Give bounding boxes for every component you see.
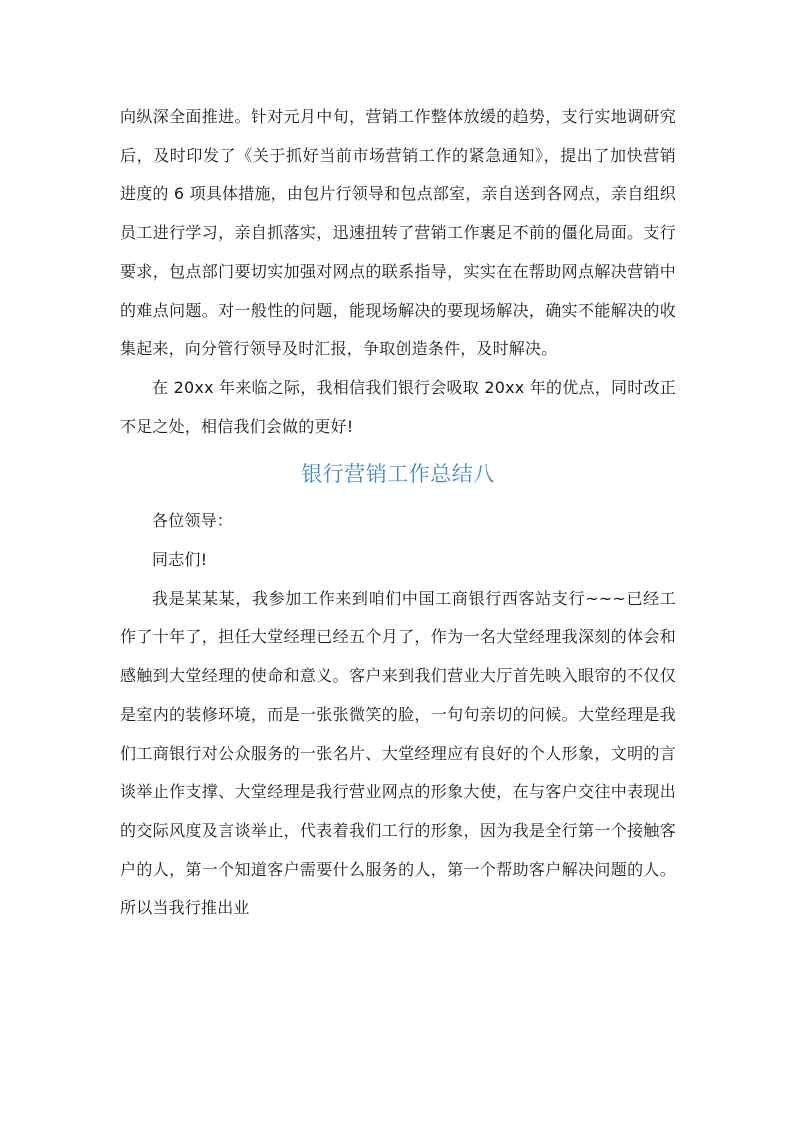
salutation-line: 同志们! [152,550,208,570]
document-content [120,98,676,928]
greeting-line: 各位领导： [152,511,234,531]
paragraph-closing: 在 20xx 年来临之际，我相信我们银行会吸取 20xx 年的优点，同时改正不足之处，相信我们会做的更好! [120,377,676,436]
body-paragraph: 我是某某某，我参加工作来到咱们中国工商银行西客站支行~~~已经工作了十年了，担任大堂经理已经五个月了，作为一名大堂经理我深刻的体会和感触到大堂经理的使命和意义。客户来到我们营业大厅首先映入眼帘的不仅仅是室内的装修环境，而是一张张微笑的脸，一句句亲切的问候。大堂经理是我们工商银行对公众服务的一张名片、大堂经理应有良好的个人形象，文明的言谈举止作支撑、大堂经理是我行营业网点的形象大使，在与客户交往中表现出的交际风度及言谈举止，代表着我们工行的形象，因为我是全行第一个接触客户的人，第一个知道客户需要什么服务的人，第一个帮助客户解决问题的人。所以当我行推出业 [120,588,676,918]
paragraph-continuation: 向纵深全面推进。针对元月中旬，营销工作整体放缓的趋势，支行实地调研究后，及时印发了《关于抓好当前市场营销工作的紧急通知》，提出了加快营销进度的 6 项具体措施，由包片行领导和包点部室，亲自送到各网点，亲自组织员工进行学习，亲自抓落实，迅速扭转了营销工作裹足不前的僵化局面。支行要求，包点部门要切实加强对网点的联系指导，实实在在帮助网点解决营销中的难点问题。对一般性的问题，能现场解决的要现场解决，确实不能解决的收集起来，向分管行领导及时汇报，争取创造条件，及时解决。 [120,107,676,359]
section-title: 银行营销工作总结八 [301,462,495,487]
